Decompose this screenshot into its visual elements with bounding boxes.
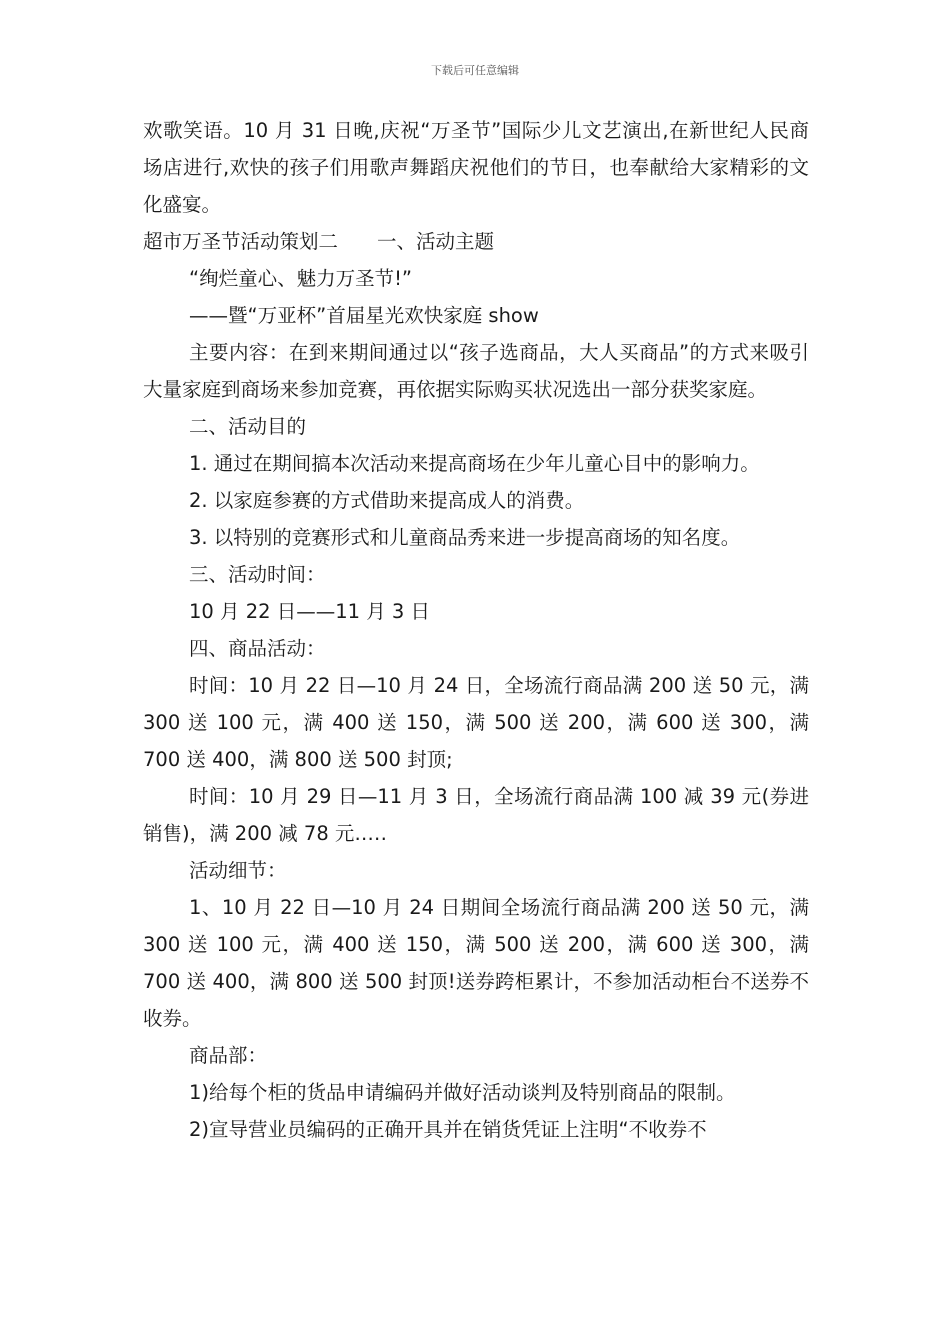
purpose-item-1: 1. 通过在期间搞本次活动来提高商场在少年儿童心目中的影响力。 bbox=[189, 452, 760, 475]
page-header-note: 下载后可任意编辑 bbox=[431, 64, 519, 77]
paragraph-main-content: 主要内容：在到来期间通过以“孩子选商品，大人买商品”的方式来吸引大量家庭到商场来参加竞赛，再依据实际购买状况选出一部分获奖家庭。 bbox=[143, 341, 809, 401]
document-body bbox=[143, 112, 809, 1148]
theme-slogan: “绚烂童心、魅力万圣节!” bbox=[189, 267, 413, 290]
department-item-2: 2)宣导营业员编码的正确开具并在销货凭证上注明“不收券不 bbox=[189, 1118, 707, 1141]
heading-purpose: 二、活动目的 bbox=[189, 415, 307, 438]
paragraph-activity-period-2: 时间：10 月 29 日—11 月 3 日，全场流行商品满 100 减 39 元(券进销售)，满 200 减 78 元…․․ bbox=[143, 785, 809, 845]
heading-product-activity: 四、商品活动： bbox=[189, 637, 326, 660]
heading-activity-details: 活动细节： bbox=[189, 859, 287, 882]
paragraph-detail-1: 1、10 月 22 日—10 月 24 日期间全场流行商品满 200 送 50 元，满 300 送 100 元，满 400 送 150，满 500 送 200，满 600 送 300，满 700 送 400，满 800 送 500 封顶!送券跨柜累计，不参加活动柜台不送券不收券。 bbox=[143, 896, 809, 1030]
heading-time: 三、活动时间： bbox=[189, 563, 326, 586]
purpose-item-2: 2. 以家庭参赛的方式借助来提高成人的消费。 bbox=[189, 489, 585, 512]
paragraph-activity-period-1: 时间：10 月 22 日—10 月 24 日，全场流行商品满 200 送 50 元，满 300 送 100 元，满 400 送 150，满 500 送 200，满 600 送 300，满 700 送 400，满 800 送 500 封顶; bbox=[143, 674, 809, 771]
time-range: 10 月 22 日——11 月 3 日 bbox=[189, 600, 431, 623]
theme-subtitle: ——暨“万亚杯”首届星光欢快家庭 show bbox=[189, 304, 539, 327]
purpose-item-3: 3. 以特别的竞赛形式和儿童商品秀来进一步提高商场的知名度。 bbox=[189, 526, 741, 549]
heading-product-department: 商品部： bbox=[189, 1044, 268, 1067]
paragraph-intro-continuation: 欢歌笑语。10 月 31 日晚,庆祝“万圣节”国际少儿文艺演出,在新世纪人民商场店进行,欢快的孩子们用歌声舞蹈庆祝他们的节日，也奉献给大家精彩的文化盛宴。 bbox=[143, 119, 809, 216]
section-title-plan-two: 超市万圣节活动策划二 一、活动主题 bbox=[143, 230, 495, 253]
department-item-1: 1)给每个柜的货品申请编码并做好活动谈判及特别商品的限制。 bbox=[189, 1081, 736, 1104]
